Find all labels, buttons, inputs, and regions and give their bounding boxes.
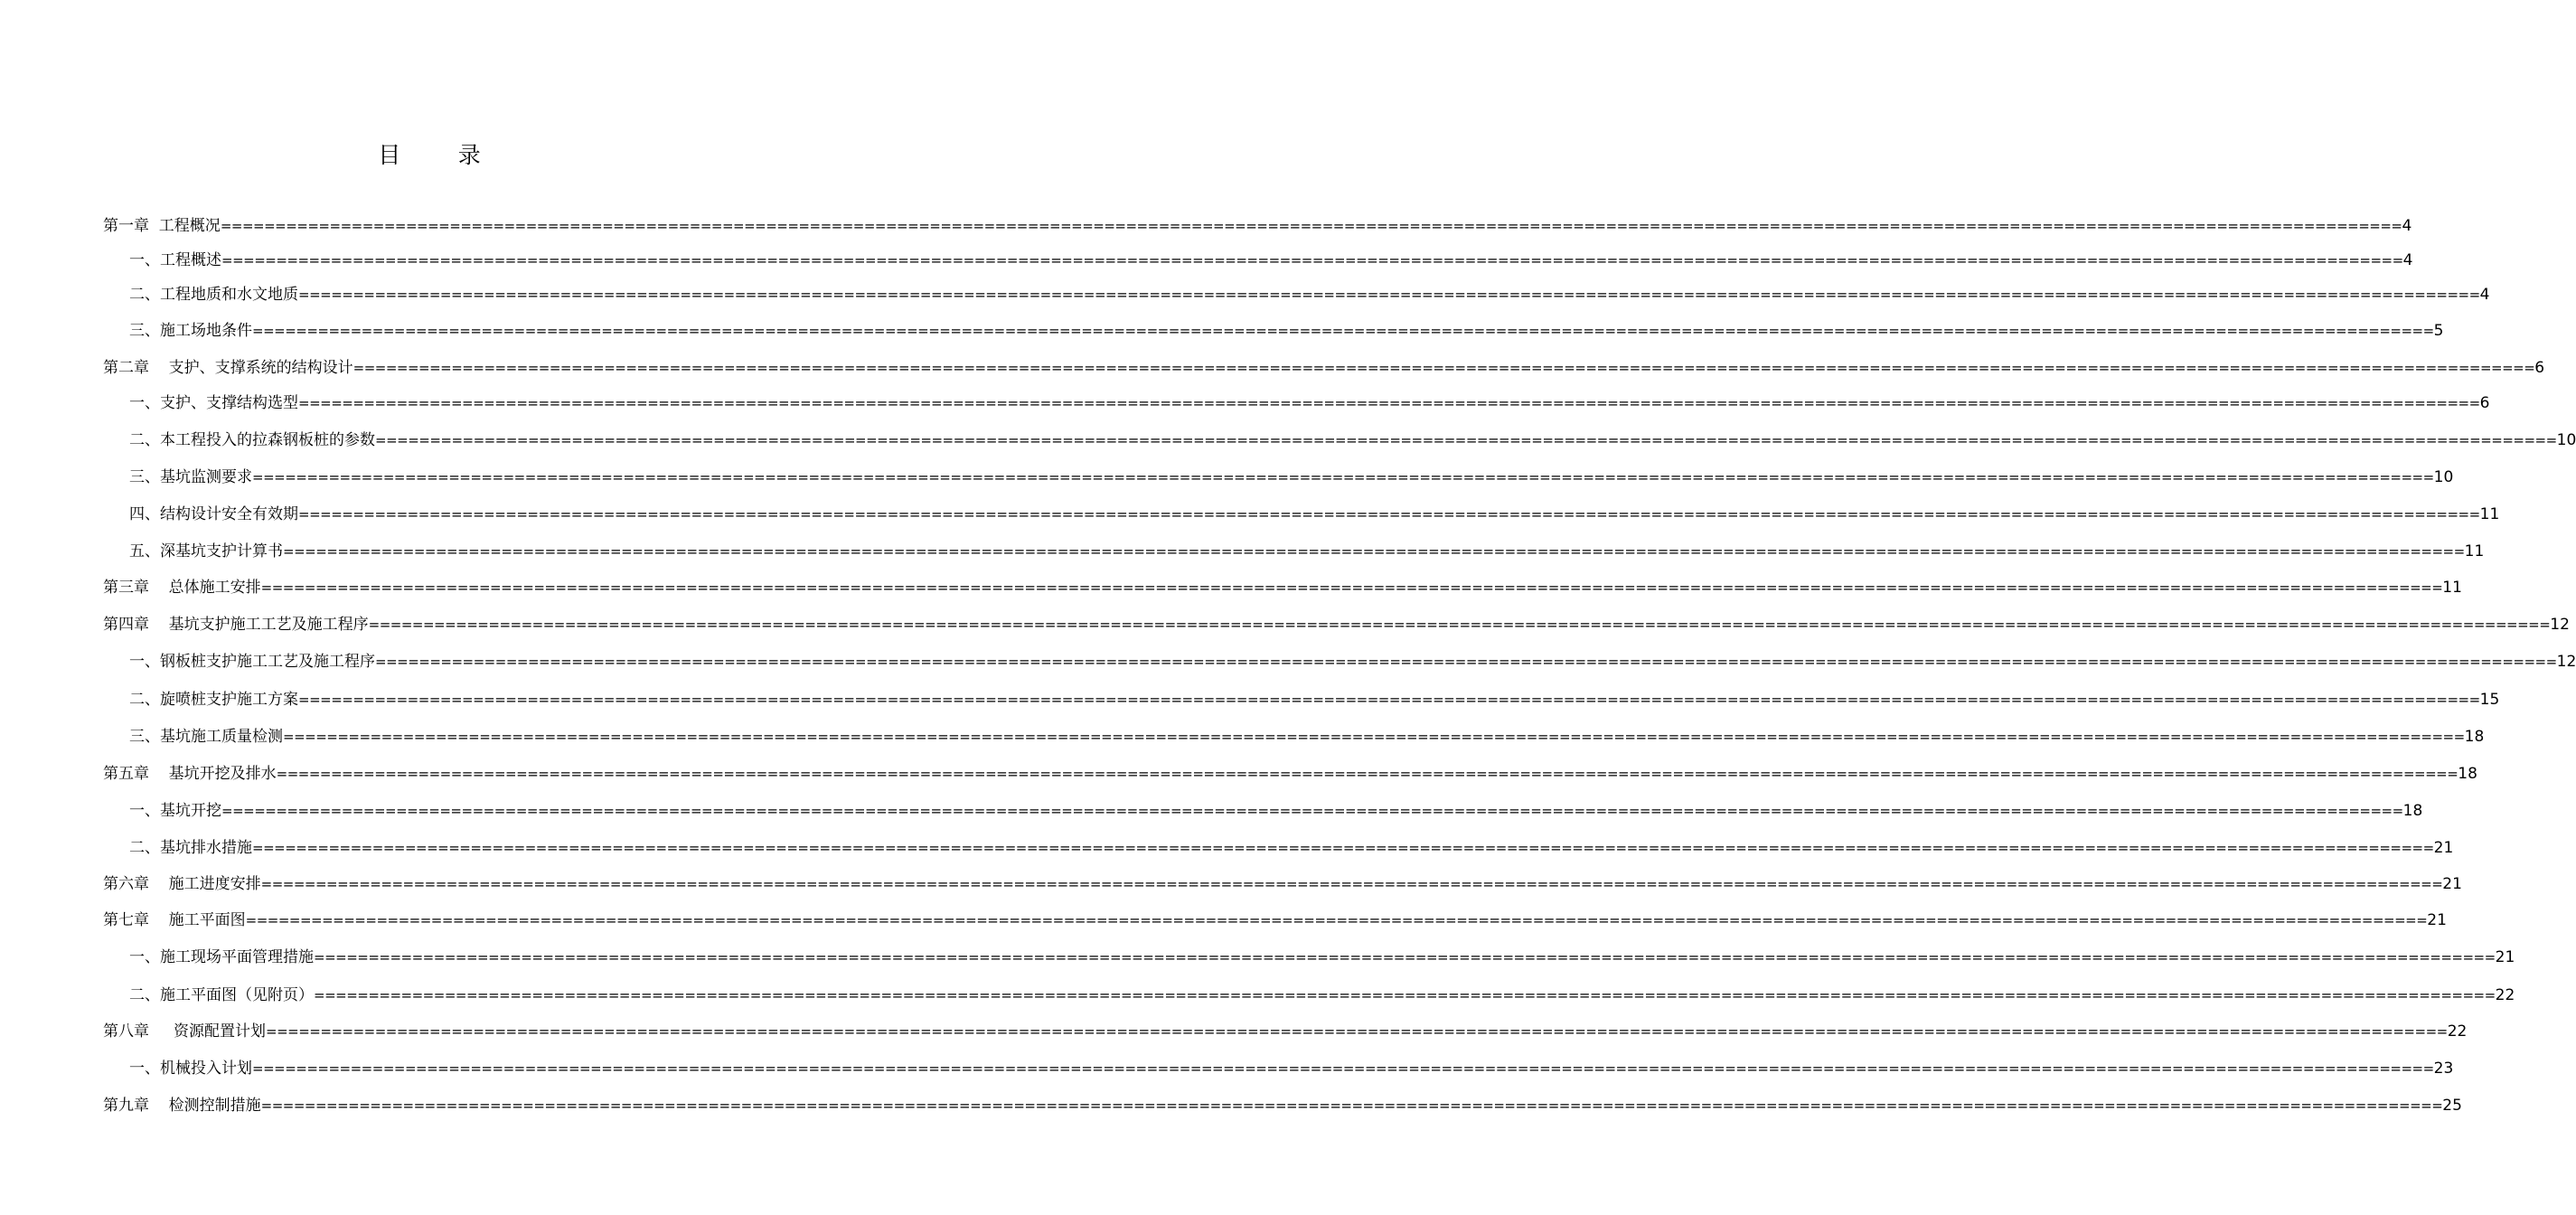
toc-page-number: 25 — [2442, 1097, 2462, 1115]
toc-page-number: 11 — [2479, 505, 2500, 523]
toc-entry[interactable] — [103, 614, 2570, 636]
toc-entry-title: 一、基坑开挖 — [129, 802, 221, 820]
toc-entry-title: 二、施工平面图（见附页） — [129, 986, 314, 1004]
toc-entry[interactable] — [129, 947, 2515, 968]
toc-entry[interactable] — [103, 577, 2462, 598]
toc-leader: ======================================================================================================================================================================================================== — [353, 360, 2535, 376]
toc-page-number: 10 — [2556, 431, 2576, 449]
toc-leader: ======================================================================================================================================================================================================== — [221, 252, 2403, 268]
toc-page-number: 18 — [2464, 728, 2485, 746]
toc-leader: ======================================================================================================================================================================================================== — [375, 432, 2557, 448]
toc-leader: ======================================================================================================================================================================================================== — [314, 949, 2496, 965]
toc-page-number: 18 — [2458, 765, 2477, 783]
toc-page-number: 21 — [2433, 839, 2454, 857]
toc-entry[interactable] — [129, 504, 2500, 525]
toc-page-number: 10 — [2433, 468, 2454, 486]
toc-entry[interactable] — [103, 357, 2545, 379]
toc-page-number: 11 — [2464, 542, 2485, 560]
toc-page-number: 21 — [2495, 948, 2515, 966]
toc-page-number: 6 — [2534, 359, 2545, 377]
toc-leader: ======================================================================================================================================================================================================== — [252, 469, 2434, 485]
page-title: 目 录 — [378, 142, 481, 168]
toc-entry-title: 四、结构设计安全有效期 — [129, 505, 298, 523]
toc-leader: ======================================================================================================================================================================================================== — [252, 840, 2434, 856]
toc-entry-title: 一、钢板桩支护施工工艺及施工程序 — [129, 653, 375, 671]
toc-leader: ======================================================================================================================================================================================================== — [245, 912, 2428, 928]
toc-entry[interactable] — [129, 1058, 2454, 1079]
toc-entry-title: 一、支护、支撑结构选型 — [129, 394, 298, 412]
toc-page-number: 12 — [2556, 653, 2576, 671]
toc-entry[interactable] — [129, 800, 2423, 822]
toc-leader: ======================================================================================================================================================================================================== — [283, 729, 2465, 745]
toc-leader: ======================================================================================================================================================================================================== — [252, 323, 2434, 339]
toc-page-number: 6 — [2479, 394, 2490, 412]
toc-entry-title: 二、基坑排水措施 — [129, 839, 252, 857]
toc-entry-title: 第二章 支护、支撑系统的结构设计 — [103, 359, 353, 377]
toc-entry[interactable] — [129, 651, 2576, 673]
toc-leader: ======================================================================================================================================================================================================== — [260, 1097, 2443, 1114]
toc-page-number: 12 — [2550, 616, 2570, 634]
toc-leader: ======================================================================================================================================================================================================== — [298, 287, 2480, 303]
toc-page-number: 22 — [2495, 986, 2515, 1004]
toc-entry[interactable] — [103, 909, 2447, 931]
toc-entry[interactable] — [129, 541, 2485, 562]
toc-page-number: 21 — [2427, 911, 2447, 929]
toc-leader: ======================================================================================================================================================================================================== — [266, 1023, 2448, 1040]
toc-entry[interactable] — [129, 320, 2444, 342]
toc-entry-title: 第九章 检测控制措施 — [103, 1097, 261, 1115]
toc-leader: ======================================================================================================================================================================================================== — [283, 543, 2465, 560]
toc-leader: ======================================================================================================================================================================================================== — [252, 1060, 2434, 1077]
toc-entry[interactable] — [103, 763, 2477, 785]
toc-page-number: 4 — [2479, 286, 2490, 304]
toc-page-number: 22 — [2447, 1022, 2468, 1041]
toc-leader: ======================================================================================================================================================================================================== — [298, 506, 2480, 523]
toc-page-number: 4 — [2402, 217, 2412, 235]
toc-entry[interactable] — [129, 984, 2515, 1006]
toc-entry[interactable] — [129, 429, 2576, 451]
toc-entry-title: 一、施工现场平面管理措施 — [129, 948, 314, 966]
toc-entry-title: 二、工程地质和水文地质 — [129, 286, 298, 304]
toc-page-number: 15 — [2479, 691, 2500, 709]
toc-entry[interactable] — [129, 726, 2485, 748]
toc-entry-title: 二、旋喷桩支护施工方案 — [129, 691, 298, 709]
toc-entry-title: 第四章 基坑支护施工工艺及施工程序 — [103, 616, 369, 634]
toc-leader: ======================================================================================================================================================================================================== — [375, 654, 2557, 670]
toc-entry-title: 五、深基坑支护计算书 — [129, 542, 283, 560]
toc-entry-title: 第七章 施工平面图 — [103, 911, 246, 929]
toc-leader: ======================================================================================================================================================================================================== — [298, 395, 2480, 411]
toc-entry[interactable] — [129, 689, 2500, 711]
toc-entry-title: 三、施工场地条件 — [129, 322, 252, 340]
toc-entry[interactable] — [129, 837, 2454, 859]
toc-entry[interactable] — [103, 873, 2462, 895]
toc-entry[interactable] — [103, 215, 2412, 237]
toc-leader: ======================================================================================================================================================================================================== — [221, 803, 2403, 819]
toc-entry-title: 第六章 施工进度安排 — [103, 875, 261, 893]
toc-entry-title: 三、基坑施工质量检测 — [129, 728, 283, 746]
toc-entry-title: 一、机械投入计划 — [129, 1060, 252, 1078]
toc-page-number: 11 — [2442, 579, 2462, 597]
toc-leader: ======================================================================================================================================================================================================== — [260, 579, 2443, 596]
toc-entry-title: 二、本工程投入的拉森钢板桩的参数 — [129, 431, 375, 449]
toc-entry-title: 一、工程概述 — [129, 251, 221, 269]
toc-page-number: 4 — [2402, 251, 2413, 269]
toc-page-number: 18 — [2402, 802, 2423, 820]
toc-page-number: 23 — [2433, 1060, 2454, 1078]
toc-leader: ======================================================================================================================================================================================================== — [220, 218, 2402, 234]
toc-leader: ======================================================================================================================================================================================================== — [314, 987, 2496, 1003]
toc-leader: ======================================================================================================================================================================================================== — [298, 692, 2480, 708]
toc-leader: ======================================================================================================================================================================================================== — [276, 766, 2458, 782]
toc-entry[interactable] — [129, 284, 2490, 306]
toc-entry-title: 第八章 资源配置计划 — [103, 1022, 267, 1041]
toc-entry[interactable] — [103, 1021, 2468, 1042]
toc-entry[interactable] — [129, 392, 2490, 414]
toc-entry[interactable] — [103, 1095, 2462, 1116]
toc-entry-title: 第一章 工程概况 — [103, 217, 221, 235]
toc-page-number: 5 — [2433, 322, 2444, 340]
toc-entry-title: 三、基坑监测要求 — [129, 468, 252, 486]
toc-page-number: 21 — [2442, 875, 2462, 893]
toc-entry[interactable] — [129, 466, 2454, 488]
toc-entry-title: 第五章 基坑开挖及排水 — [103, 765, 277, 783]
toc-entry-title: 第三章 总体施工安排 — [103, 579, 261, 597]
toc-leader: ======================================================================================================================================================================================================== — [260, 876, 2443, 892]
toc-entry[interactable] — [129, 250, 2413, 271]
toc-leader: ======================================================================================================================================================================================================== — [368, 617, 2551, 633]
